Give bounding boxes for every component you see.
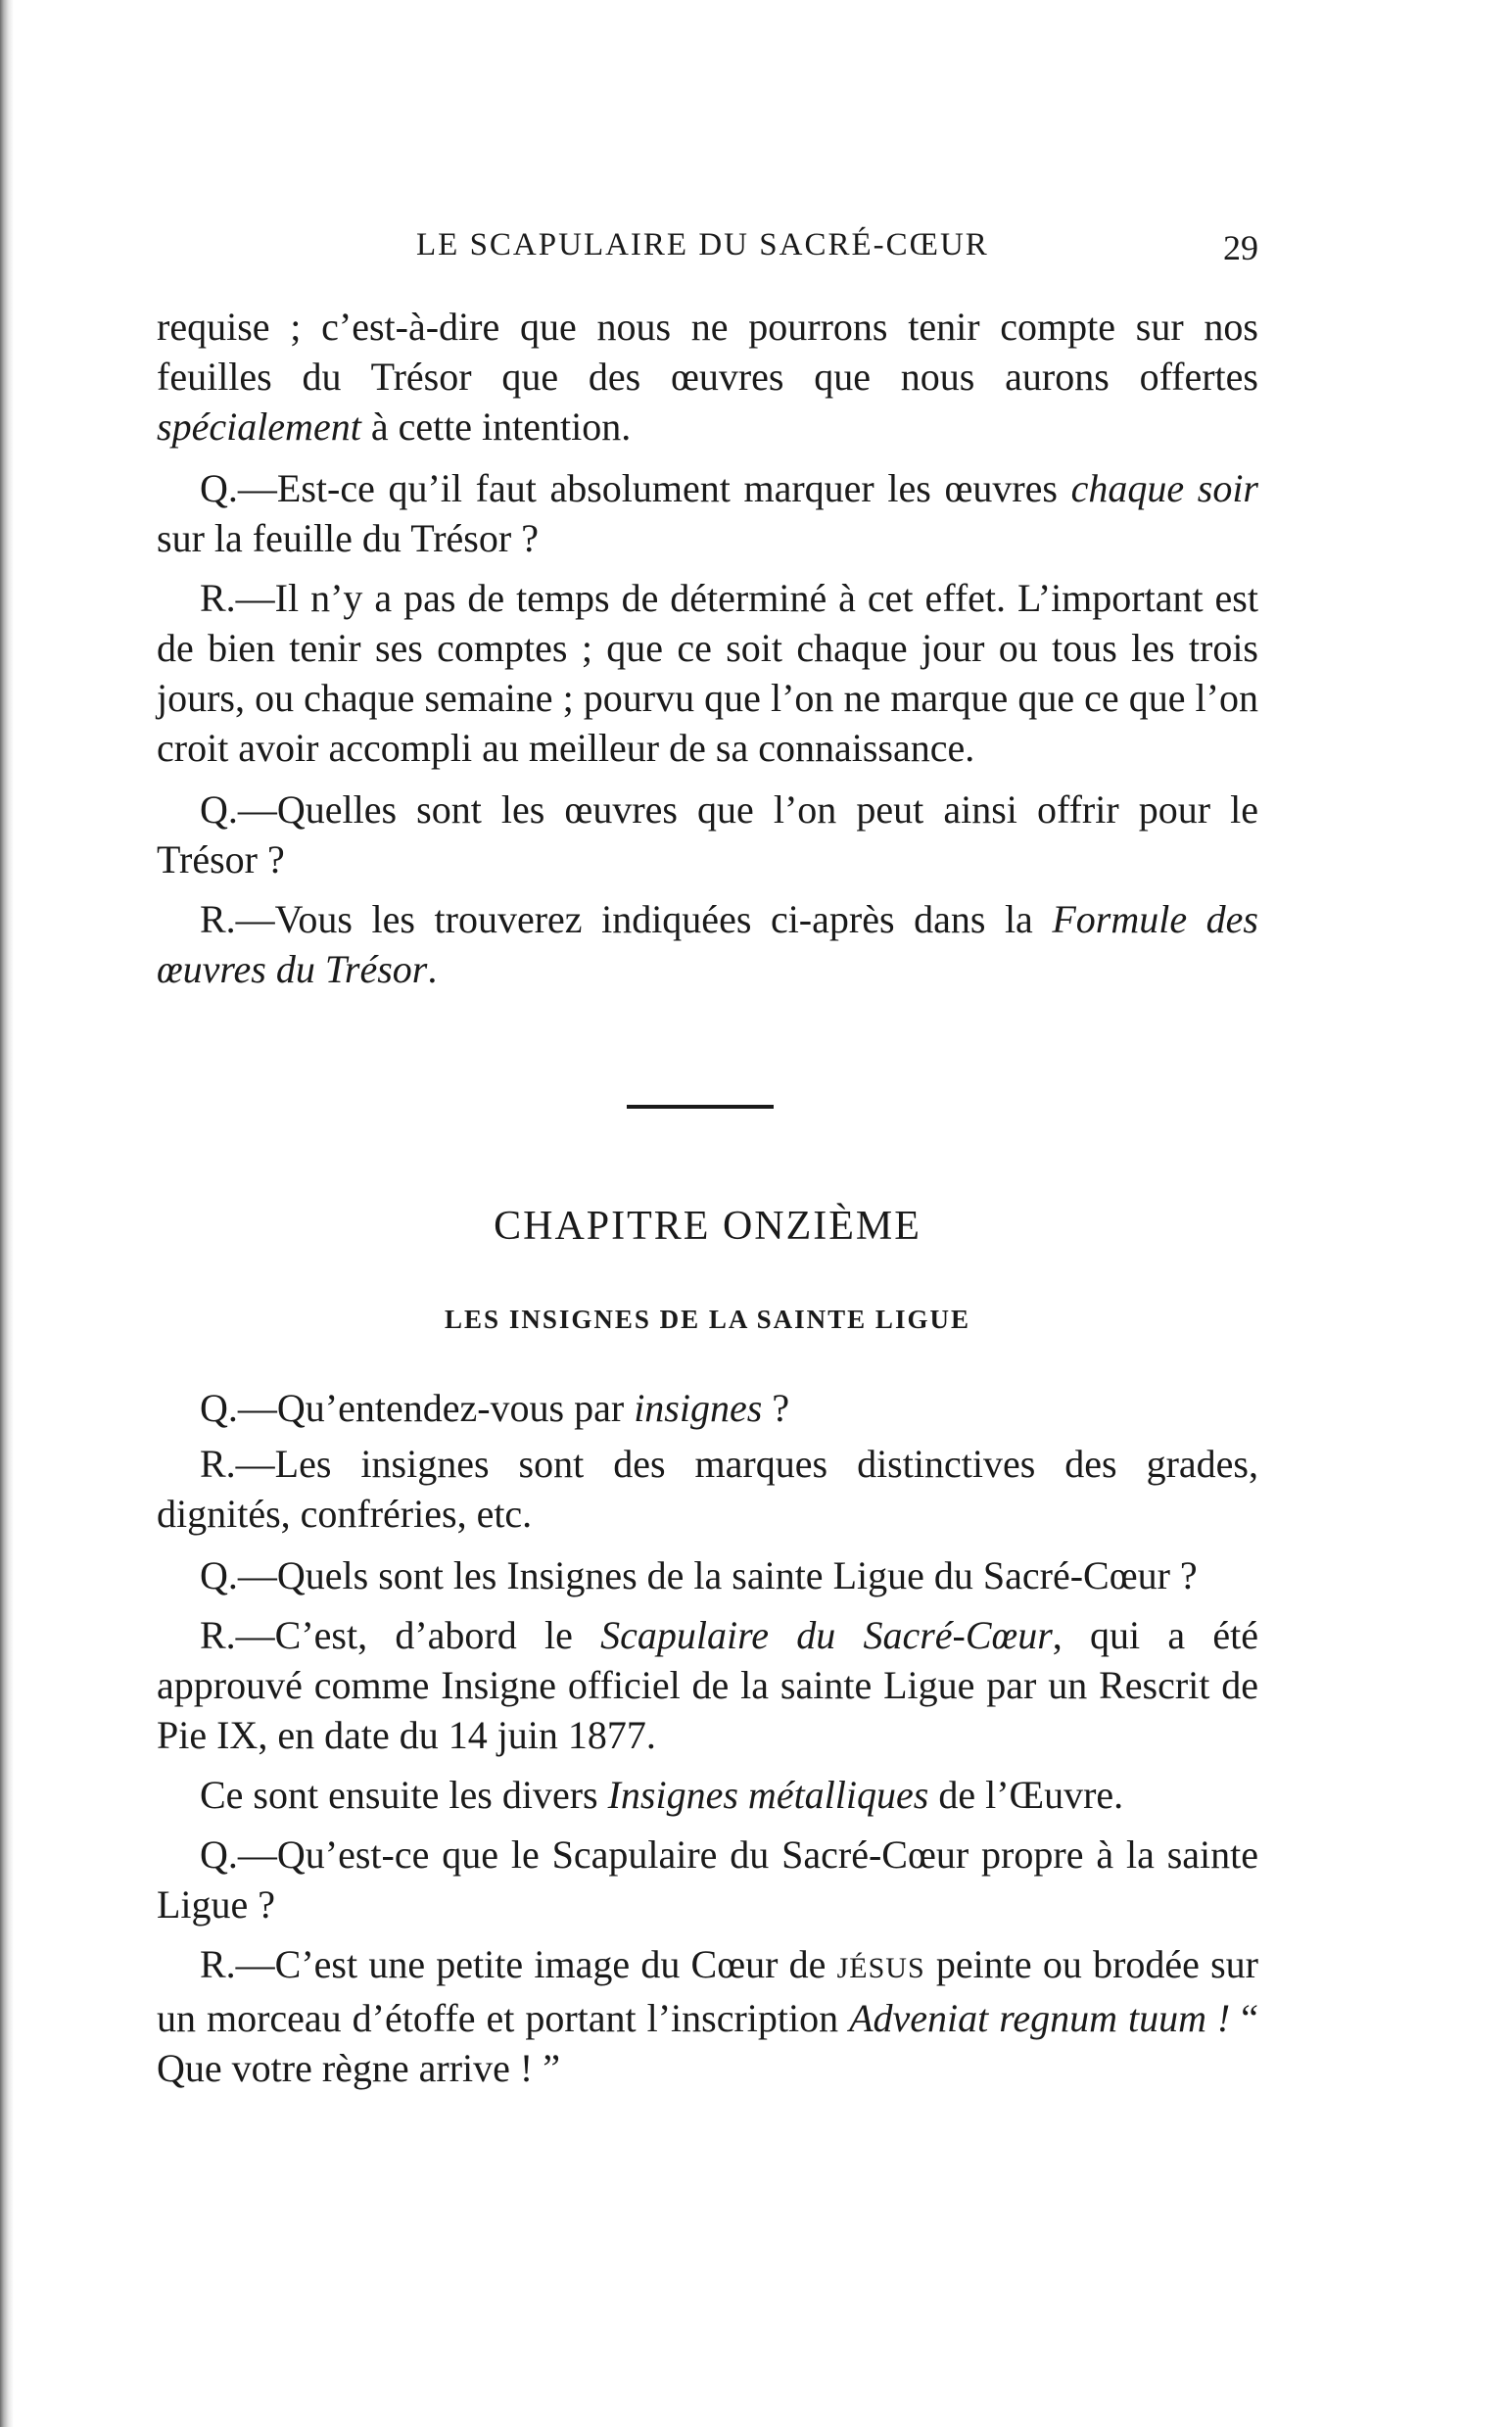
- emphasis-text: Adveniat regnum tuum !: [849, 1996, 1231, 2040]
- text-run: Q.—Qu’entendez-vous par: [200, 1386, 635, 1430]
- page-number: 29: [1223, 228, 1258, 267]
- text-run: “ Que votre règne arrive ! ”: [157, 1996, 1258, 2090]
- answer-paragraph: [157, 1610, 1258, 1760]
- section-divider-rule: [627, 1105, 774, 1109]
- answer-paragraph: R.—Les insignes sont des marques distinctives des grades, dignités, confréries, etc.: [157, 1442, 1258, 1536]
- text-run: peinte ou brodée sur un morceau d’étoffe et portant l’inscription: [157, 1942, 1258, 2040]
- emphasis-text: Formule des œuvres du Trésor: [157, 897, 1259, 991]
- text-run: R.—C’est une petite image du Cœur de: [200, 1942, 837, 1986]
- emphasis-text: Insignes métalliques: [607, 1773, 929, 1817]
- paragraph-continuation: [157, 302, 1258, 452]
- page-header: [157, 227, 1258, 276]
- question-paragraph: Q.—Quelles sont les œuvres que l’on peut ainsi offrir pour le Trésor ?: [157, 787, 1258, 881]
- answer-paragraph: [157, 1770, 1258, 1820]
- text-run: Q.—Est-ce qu’il faut absolument marquer les œuvres: [200, 466, 1071, 510]
- scanned-page-edge: [0, 0, 14, 2427]
- small-caps-name: JÉSUS: [836, 1952, 925, 1984]
- top-text-block: [157, 302, 1258, 994]
- text-run: R.—Vous les trouverez indiquées ci-après dans la: [200, 897, 1053, 941]
- emphasis-text: spécialement: [157, 404, 361, 449]
- text-run: sur la feuille du Trésor ?: [157, 516, 539, 560]
- answer-paragraph: R.—Il n’y a pas de temps de déterminé à cet effet. L’important est de bien tenir ses comptes ; que ce soit chaque jour ou tous les trois jours, ou chaque semaine ; pourvu que l’on ne marque que ce que l’on croit avoir accompli au meilleur de sa connaissance.: [157, 576, 1258, 770]
- text-run: ?: [762, 1386, 790, 1430]
- text-run: , qui a été approuvé comme Insigne officiel de la sainte Ligue par un Rescrit de Pie IX, en date du 14 juin 1877.: [157, 1613, 1258, 1757]
- text-run: R.—C’est, d’abord le: [200, 1613, 601, 1657]
- text-run: requise ; c’est-à-dire que nous ne pourrons tenir compte sur nos feuilles du Trésor que des œuvres que nous aurons offertes: [157, 305, 1258, 399]
- emphasis-text: insignes: [634, 1386, 763, 1430]
- chapter-subtitle: LES INSIGNES DE LA SAINTE LIGUE: [445, 1305, 970, 1334]
- text-run: Ce sont ensuite les divers: [200, 1773, 608, 1817]
- answer-paragraph: [157, 894, 1258, 994]
- question-paragraph: Q.—Qu’est-ce que le Scapulaire du Sacré-Cœur propre à la sainte Ligue ?: [157, 1832, 1258, 1927]
- text-run: de l’Œuvre.: [928, 1773, 1124, 1817]
- bottom-text-block: [157, 1383, 1258, 2093]
- question-paragraph: Q.—Quels sont les Insignes de la sainte Ligue du Sacré-Cœur ?: [200, 1553, 1198, 1597]
- answer-paragraph: [157, 1939, 1258, 2093]
- question-paragraph: [157, 463, 1258, 563]
- text-run: .: [427, 947, 438, 991]
- book-page: [157, 0, 1258, 2427]
- emphasis-text: chaque soir: [1070, 466, 1258, 510]
- running-title: LE SCAPULAIRE DU SACRÉ-CŒUR: [416, 227, 989, 262]
- emphasis-text: Scapulaire du Sacré-Cœur: [600, 1613, 1053, 1657]
- question-paragraph: [157, 1383, 1258, 1433]
- text-run: à cette intention.: [360, 404, 632, 449]
- chapter-title: CHAPITRE ONZIÈME: [494, 1204, 921, 1249]
